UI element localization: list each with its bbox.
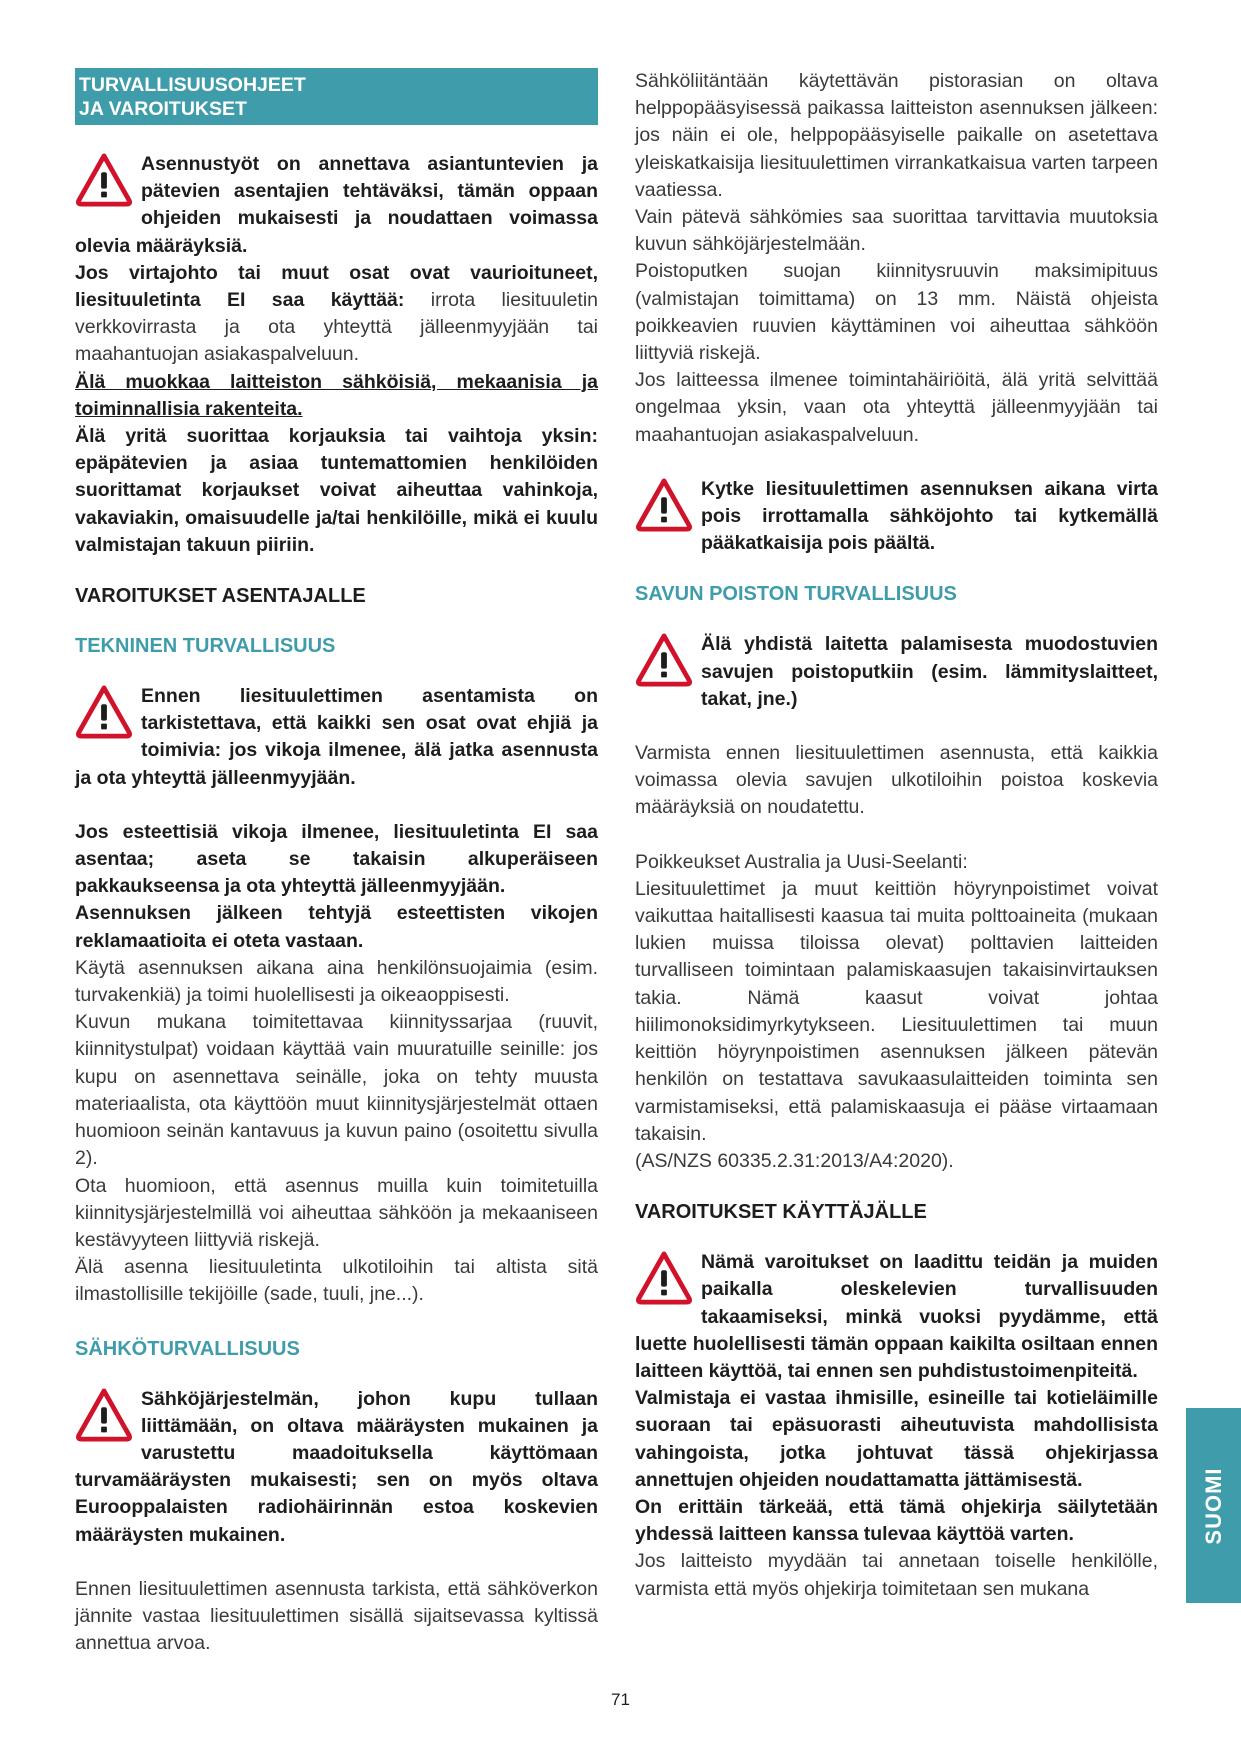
warning-text: Sähköjärjestelmän, johon kupu tullaan liittämään, on oltava määräysten mukainen ja varustettu maadoituksella käyttömaan turvamääräysten mukaisesti; sen on myös oltava Eurooppalaisten radiohäirinnän estoa koskevien määräysten mukainen. — [75, 1387, 598, 1546]
warning-block-read-manual — [635, 1249, 1158, 1385]
paragraph-socket: Sähköliitäntään käytettävän pistorasian on oltava helppopääsyisessä paikassa laitteiston asennuksen jälkeen: jos näin ei ole, helppopääsyiselle paikalle on asetettava yleiskatkaisija liesituulettimen virrankatkaisua varten tarpeen vaatiessa. — [635, 70, 1158, 201]
heading-electrical-safety: SÄHKÖTURVALLISUUS — [75, 1337, 300, 1360]
paragraph-power-cord — [75, 260, 598, 369]
warning-text: Nämä varoitukset on laadittu teidän ja muiden paikalla oleskelevien turvallisuuden takaamiseksi, minkä vuoksi pyydämme, että luette huolellisesti tämän oppaan kaikilta osiltaan ennen laitteen käyttöä, tai ennen sen puhdistustoimenpiteitä. — [635, 1251, 1158, 1382]
warning-block-flue — [635, 631, 1158, 713]
paragraph-standard: (AS/NZS 60335.2.31:2013/A4:2020). — [635, 1149, 954, 1172]
warning-triangle-icon — [75, 153, 133, 207]
language-tab-label: SUOMI — [1200, 1466, 1226, 1545]
paragraph-ensure-regulations: Varmista ennen liesituulettimen asennusta, että kaikkia voimassa olevia savujen ulkotiloihin poistoa koskevia määräyksiä on noudatettu. — [635, 742, 1158, 819]
paragraph-aesthetic-defects: Jos esteettisiä vikoja ilmenee, liesituuletinta EI saa asentaa; aseta se takaisin alkuperäiseen pakkaukseensa ja ota yhteyttä jälleenmyyjään. — [75, 820, 598, 898]
right-column — [635, 68, 1158, 1603]
paragraph-protective-equipment: Käytä asennuksen aikana aina henkilönsuojaimia (esim. turvakenkiä) ja toimi huolellisesti ja oikeaoppisesti. — [75, 956, 598, 1007]
header-line-1: TURVALLISUUSOHJEET — [79, 74, 306, 96]
paragraph-outdoor: Älä asenna liesituuletinta ulkotiloihin tai altista sitä ilmastollisille tekijöille (sade, tuuli, jne...). — [75, 1256, 598, 1306]
paragraph-voltage: Ennen liesituulettimen asennusta tarkista, että sähköverkon jännite vastaa liesituulettimen sisällä sijaitsevassa kyltissä annettua arvoa. — [75, 1577, 598, 1655]
paragraph-electrician: Vain pätevä sähkömies saa suorittaa tarvittavia muutoksia kuvun sähköjärjestelmään. — [635, 206, 1158, 256]
paragraph-liability: Valmistaja ei vastaa ihmisille, esineille tai kotieläimille suoraan tai epäsuorasti aiheutuvista mahdollisista vahingoista, jotka johtuvat tässä ohjekirjassa annettujen ohjeiden noudattamatta jättämisestä. — [635, 1387, 1158, 1491]
paragraph-fixing-kit: Kuvun mukana toimitettavaa kiinnityssarjaa (ruuvit, kiinnitystulpat) voidaan käyttää vain muuratuille seinille: jos kupu on asennettava seinälle, joka on tehty muusta materiaalista, ota käyttöön muut kiinnitysjärjestelmät ottaen huomioon seinän kantavuus ja kuvun paino (osoitettu sivulla 2). — [75, 1011, 598, 1170]
warning-block-power-off — [635, 476, 1158, 558]
warning-text: Asennustyöt on annettava asiantuntevien ja pätevien asentajien tehtäväksi, tämän oppaan ohjeiden mukaisesti ja noudattaen voimassa olevia määräyksiä. — [75, 153, 598, 257]
warning-block-installation — [75, 151, 598, 260]
paragraph-other-fixings: Ota huomioon, että asennus muilla kuin toimitetuilla kiinnitysjärjestelmillä voi aiheuttaa sähköön ja mekaaniseen kestävyyteen liittyviä riskejä. — [75, 1174, 598, 1251]
heading-user-warnings: VAROITUKSET KÄYTTÄJÄLLE — [635, 1201, 927, 1224]
left-column — [75, 68, 598, 1657]
warning-triangle-icon — [75, 1388, 133, 1442]
warning-block-electrical-system — [75, 1386, 598, 1549]
heading-technical-safety: TEKNINEN TURVALLISUUS — [75, 635, 336, 658]
warning-text: Ennen liesituulettimen asentamista on tarkistettava, että kaikki sen osat ovat ehjiä ja toimivia: jos vikoja ilmenee, älä jatka asennusta ja ota yhteyttä jälleenmyyjään. — [75, 685, 598, 789]
paragraph-malfunction: Jos laitteessa ilmenee toimintahäiriöitä, älä yritä selvittää ongelmaa yksin, vaan ota yhteyttä jälleenmyyjään tai maahantuojan asiakaspalveluun. — [635, 369, 1158, 446]
warning-triangle-icon — [635, 633, 693, 687]
warning-triangle-icon — [75, 685, 133, 739]
paragraph-repairs: Älä yritä suorittaa korjauksia tai vaihtoja yksin: epäpätevien ja asiaa tuntemattomien henkilöiden suorittamat korjaukset voivat aiheuttaa vahinkoja, vakaviakin, omaisuudelle ja/tai henkilöille, mikä ei kuulu valmistajan takuun piiriin. — [75, 425, 598, 556]
paragraph-screw: Poistoputken suojan kiinnitysruuvin maksimipituus (valmistajan toimittama) on 13 mm. Näistä ohjeista poikkeavien ruuvien käyttäminen voi aiheuttaa sähköön liittyviä riskejä. — [635, 260, 1158, 365]
header-line-2: JA VAROITUKSET — [79, 98, 247, 120]
warning-text: Älä yhdistä laitetta palamisesta muodostuvien savujen poistoputkiin (esim. lämmityslaitteet, takat, jne.) — [701, 633, 1158, 710]
paragraph-keep-manual: On erittäin tärkeää, että tämä ohjekirja säilytetään yhdessä laitteen kanssa tulevaa käyttöä varten. — [635, 1495, 1158, 1546]
section-header-safety — [75, 68, 598, 125]
language-tab — [1186, 1408, 1241, 1603]
heading-installer-warnings: VAROITUKSET ASENTAJALLE — [75, 585, 366, 608]
heading-smoke-safety: SAVUN POISTON TURVALLISUUS — [635, 583, 957, 606]
warning-triangle-icon — [635, 478, 693, 532]
power-cord-bold: Jos virtajohto tai muut osat ovat vaurioituneet, liesituuletinta EI saa käyttää: — [75, 261, 598, 312]
warning-text: Kytke liesituulettimen asennuksen aikana virta pois irrottamalla sähköjohto tai kytkemällä pääkatkaisija pois päältä. — [701, 477, 1158, 555]
paragraph-hoods-gas: Liesituulettimet ja muut keittiön höyrynpoistimet voivat vaikuttaa haitallisesti kaasua tai muita polttoaineita (mukaan lukien muissa tiloissa olevat) polttavien laitteiden turvalliseen toimintaan palamiskaasujen takaisinvirtauksen takia. Nämä kaasut voivat johtaa hiilimonoksidimyrkytykseen. Liesituulettimen tai muun keittiön höyrynpoistimen asennuksen jälkeen pätevän henkilön on testattava savukaasulaitteiden toiminta sen varmistamiseksi, että palamiskaasuja ei pääse virtaamaan takaisin. — [635, 877, 1158, 1145]
page-number: 71 — [611, 1690, 630, 1709]
power-cord-rest: irrota liesituuletin verkkovirrasta ja ota yhteyttä jälleenmyyjään tai maahantuojan asiakaspalveluun. — [75, 289, 599, 366]
paragraph-exceptions: Poikkeukset Australia ja Uusi-Seelanti: — [635, 850, 968, 873]
paragraph-claims: Asennuksen jälkeen tehtyjä esteettisten vikojen reklamaatioita ei oteta vastaan. — [75, 902, 598, 952]
paragraph-sold: Jos laitteisto myydään tai annetaan toiselle henkilölle, varmista että myös ohjekirja toimitetaan sen mukana — [635, 1550, 1158, 1600]
warning-block-check-parts — [75, 683, 598, 792]
warning-triangle-icon — [635, 1251, 693, 1305]
paragraph-do-not-modify: Älä muokkaa laitteiston sähköisiä, mekaanisia ja toiminnallisia rakenteita. — [75, 370, 598, 420]
